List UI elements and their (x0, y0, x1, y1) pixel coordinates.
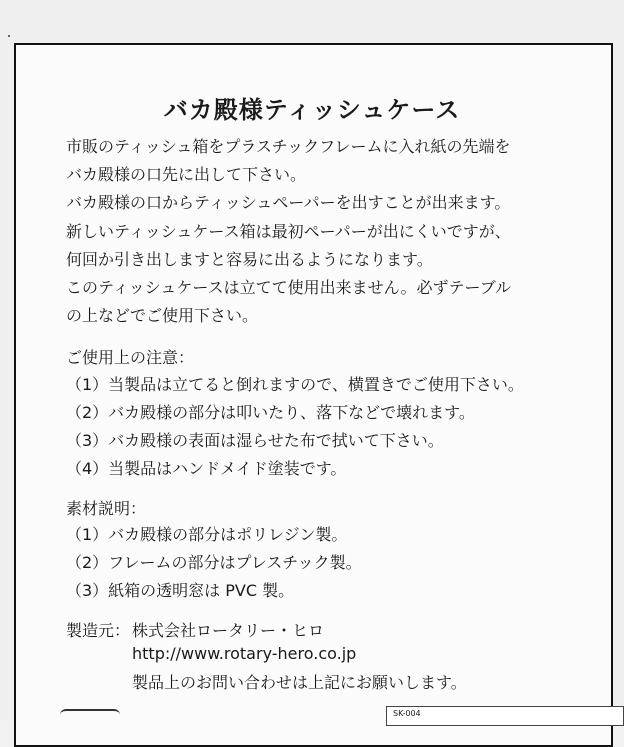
maker-inquiry: 製品上のお問い合わせは上記にお願いします。 (132, 673, 467, 692)
intro-line: バカ殿様の口先に出して下さい。 (66, 165, 307, 184)
notice-item: （2）バカ殿様の部分は叩いたり、落下などで壊れます。 (66, 403, 475, 422)
maker-label: 製造元： (66, 621, 131, 640)
notice-item: （3）バカ殿様の表面は湿らせた布で拭いて下さい。 (66, 431, 444, 450)
tab-edge (60, 709, 120, 723)
material-item: （1）バカ殿様の部分はポリレジン製。 (66, 525, 348, 544)
material-item: （3）紙箱の透明窓は PVC 製。 (66, 581, 295, 600)
notice-item: （1）当製品は立てると倒れますので、横置きでご使用下さい。 (66, 375, 524, 394)
card-title: バカ殿様ティッシュケース (163, 96, 461, 124)
intro-line: このティッシュケースは立てて使用出来ません。必ずテーブル (66, 278, 512, 297)
footer-label: SK-004 (386, 706, 624, 726)
notice-item: （4）当製品はハンドメイド塗装です。 (66, 459, 347, 478)
maker-company: 株式会社ロータリー・ヒロ (132, 621, 325, 640)
intro-line: 何回か引き出しますと容易に出るようになります。 (66, 250, 433, 269)
intro-line: バカ殿様の口からティッシュペーパーを出すことが出来ます。 (66, 193, 511, 212)
maker-url[interactable]: http://www.rotary-hero.co.jp (132, 644, 357, 663)
notice-heading: ご使用上の注意： (66, 348, 195, 367)
materials-heading: 素材説明： (66, 499, 147, 518)
intro-line: 新しいティッシュケース箱は最初ペーパーが出にくいですが、 (66, 222, 511, 241)
intro-line: の上などでご使用下さい。 (66, 306, 259, 325)
intro-line: 市販のティッシュ箱をプラスチックフレームに入れ紙の先端を (66, 137, 511, 156)
speck (8, 35, 10, 37)
material-item: （2）フレームの部分はプレスチック製。 (66, 553, 362, 572)
